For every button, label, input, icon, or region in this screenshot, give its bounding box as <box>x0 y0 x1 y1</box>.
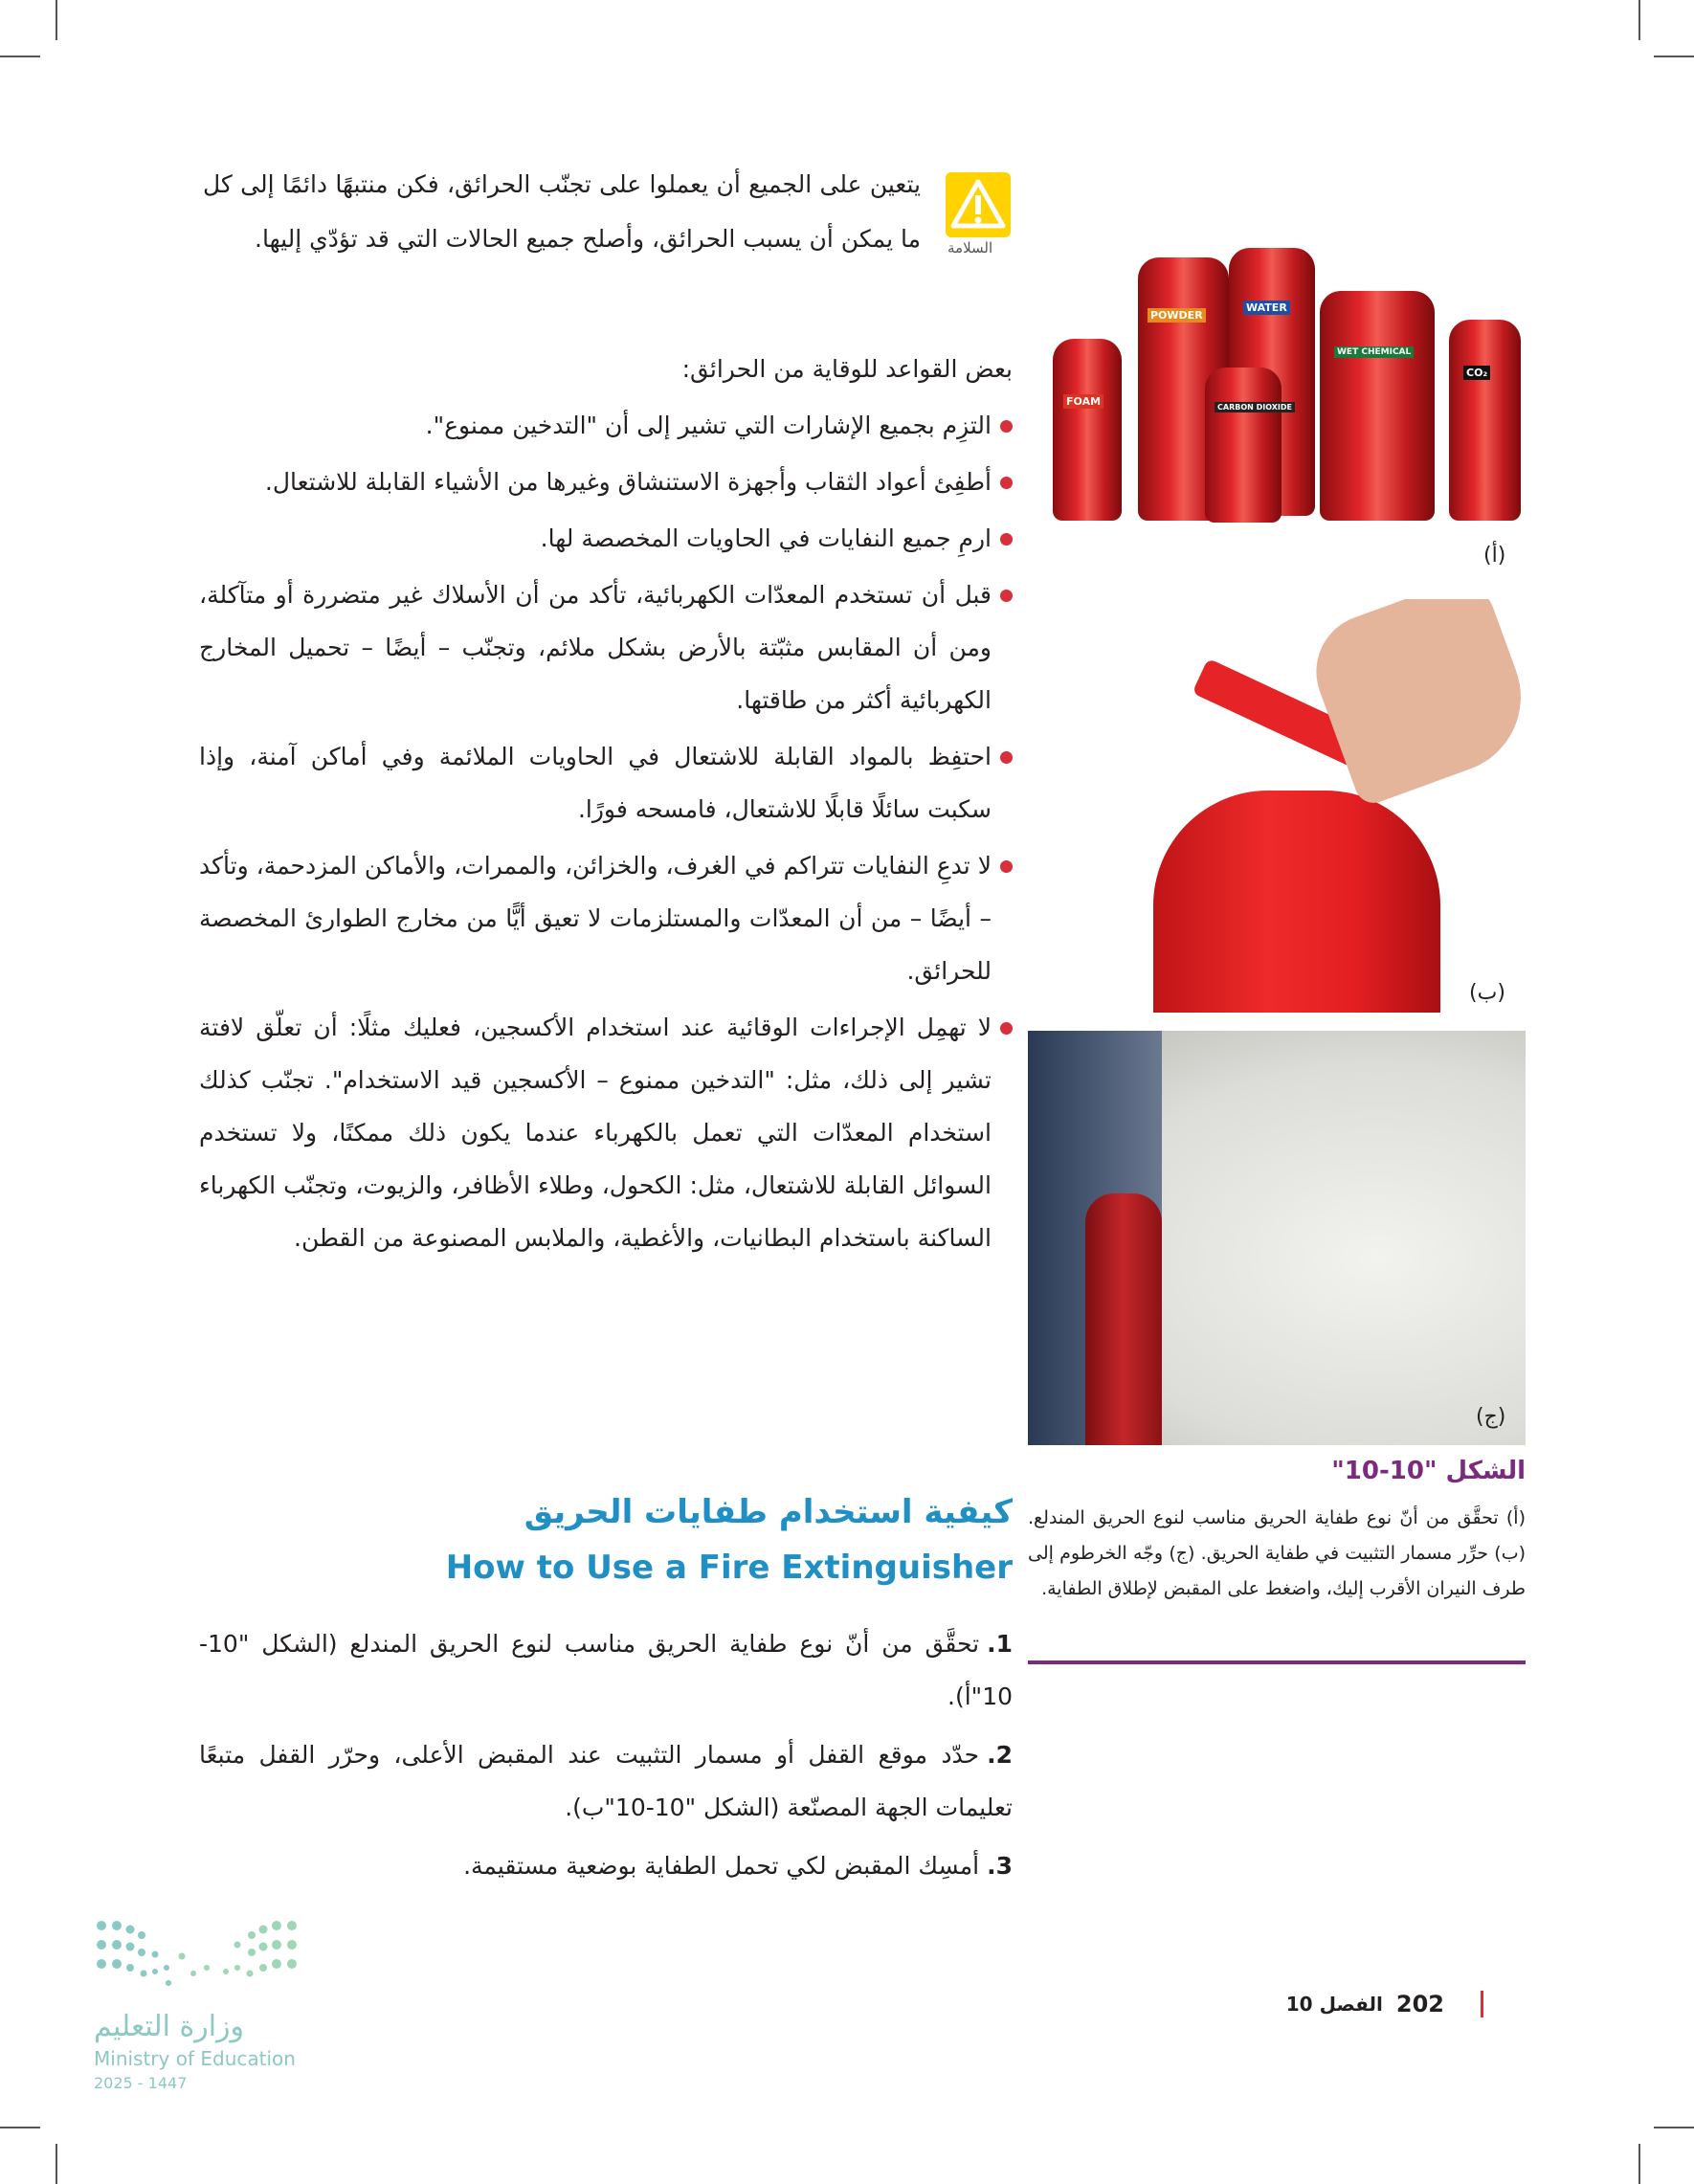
crop-mark <box>1654 56 1694 57</box>
step-number: 3. <box>987 1852 1013 1880</box>
academic-year: 2025 - 1447 <box>94 2074 188 2092</box>
rule-item <box>199 399 1013 452</box>
crop-mark <box>1654 2127 1694 2128</box>
figure-label-a: (أ) <box>1483 544 1506 568</box>
ministry-name-en: Ministry of Education <box>94 2047 296 2070</box>
page-number: 202 <box>1395 1991 1444 2017</box>
step-text: حدّد موقع القفل أو مسمار التثبيت عند المقبض الأعلى، وحرّر القفل متبعًا تعليمات الجهة المصنّعة (الشكل "10-10"ب). <box>199 1741 1013 1821</box>
step-item <box>199 1839 1013 1892</box>
bullet-icon <box>1000 860 1013 873</box>
bullet-icon <box>1000 420 1013 433</box>
rules-section <box>199 343 1013 1268</box>
photo-extinguishers <box>1052 195 1526 523</box>
rule-item <box>199 568 1013 726</box>
crop-mark <box>0 56 40 57</box>
photo-discharging <box>1028 1031 1526 1445</box>
extinguisher-label: CO₂ <box>1463 366 1490 380</box>
bullet-icon <box>1000 477 1013 489</box>
ministry-logo-icon <box>94 1918 300 1995</box>
section-title-ar: كيفية استخدام طفايات الحريق <box>524 1493 1013 1531</box>
rule-item <box>199 1001 1013 1264</box>
step-number: 2. <box>987 1741 1013 1769</box>
rule-item <box>199 456 1013 508</box>
safety-label: السلامة <box>947 239 993 256</box>
rules-intro: بعض القواعد للوقاية من الحرائق: <box>681 355 1013 383</box>
ministry-name-ar: وزارة التعليم <box>94 2010 245 2043</box>
bullet-icon <box>1000 1022 1013 1035</box>
rule-item <box>199 839 1013 997</box>
footer-divider <box>1481 1991 1483 2017</box>
extinguisher-label: WATER <box>1243 301 1290 315</box>
rule-text: ارمِ جميع النفايات في الحاويات المخصصة لها. <box>540 524 992 552</box>
rule-item <box>199 730 1013 836</box>
crop-mark <box>56 2144 57 2184</box>
rule-text: لا تهمِل الإجراءات الوقائية عند استخدام الأكسجين، فعليك مثلًا: أن تعلّق لافتة تشير إلى ذلك، مثل: "التدخين ممنوع – الأكسجين قيد الاستخدام". تجنّب كذلك استخدام المعدّات التي تعمل بالكهرباء عندما يكون ذلك ممكنًا، ولا تستخدم السوائل القابلة للاشتعال، مثل: الكحول، وطلاء الأظافر، والزيوت، وتجنّب الكهرباء الساكنة باستخدام البطانيات، والأغطية، والملابس المصنوعة من القطن. <box>199 1014 992 1252</box>
rule-text: قبل أن تستخدم المعدّات الكهربائية، تأكد من أن الأسلاك غير متضررة أو متآكلة، ومن أن المقابس مثبّتة بالأرض بشكل ملائم، وتجنّب – أيضًا – تحميل المخارج الكهربائية أكثر من طاقتها. <box>199 581 992 714</box>
rule-text: احتفِظ بالمواد القابلة للاشتعال في الحاويات الملائمة وفي أماكن آمنة، وإذا سكبت سائلًا قابلًا للاشتعال، فامسحه فورًا. <box>199 743 992 823</box>
step-text: أمسِك المقبض لكي تحمل الطفاية بوضعية مستقيمة. <box>463 1852 980 1880</box>
step-number: 1. <box>987 1630 1013 1658</box>
caption-divider <box>1028 1660 1526 1664</box>
figure-caption: (أ) تحقَّق من أنّ نوع طفاية الحريق مناسب لنوع الحريق المندلع. (ب) حرِّر مسمار التثبيت في طفاية الحريق. (ج) وجّه الخرطوم إلى طرف النيران الأقرب إليك، واضغط على المقبض لإطلاق الطفاية. <box>1028 1507 1526 1599</box>
rule-item <box>199 512 1013 565</box>
step-item <box>199 1728 1013 1834</box>
step-item <box>199 1617 1013 1723</box>
section-title-en: How to Use a Fire Extinguisher <box>445 1549 1013 1587</box>
bullet-icon <box>1000 533 1013 546</box>
figure-caption-title: الشكل "10-10" <box>1331 1457 1526 1485</box>
crop-mark <box>1638 0 1640 40</box>
extinguisher-label: WET CHEMICAL <box>1334 346 1414 358</box>
safety-text: يتعين على الجميع أن يعملوا على تجنّب الحرائق، فكن منتبهًا دائمًا إلى كل ما يمكن أن يسبب الحرائق، وأصلح جميع الحالات التي قد تؤدّي إليها. <box>203 170 921 253</box>
extinguisher-label: CARBON DIOXIDE <box>1215 402 1295 412</box>
chapter-label: الفصل 10 <box>1285 1993 1383 2016</box>
extinguisher-label: FOAM <box>1063 394 1103 409</box>
bullet-icon <box>1000 590 1013 602</box>
rule-text: التزِم بجميع الإشارات التي تشير إلى أن "التدخين ممنوع". <box>425 412 992 439</box>
extinguisher-label: POWDER <box>1148 308 1206 323</box>
step-text: تحقَّق من أنّ نوع طفاية الحريق مناسب لنوع الحريق المندلع (الشكل "10-10"أ). <box>199 1630 1013 1710</box>
bullet-icon <box>1000 751 1013 764</box>
crop-mark <box>1638 2144 1640 2184</box>
crop-mark <box>56 0 57 40</box>
steps-list <box>199 1617 1013 1892</box>
rule-text: أطفِئ أعواد الثقاب وأجهزة الاستنشاق وغيرها من الأشياء القابلة للاشتعال. <box>264 468 992 496</box>
ministry-logo <box>94 1918 300 2092</box>
rule-text: لا تدعِ النفايات تتراكم في الغرف، والخزائن، والممرات، والأماكن المزدحمة، وتأكد – أيضًا – من أن المعدّات والمستلزمات لا تعيق أيًّا من مخارج الطوارئ المخصصة للحرائق. <box>199 852 992 985</box>
figure-label-c: (ج) <box>1476 1405 1506 1429</box>
crop-mark <box>0 2127 40 2128</box>
figure-label-b: (ب) <box>1469 981 1505 1005</box>
page-footer <box>1286 1991 1483 2017</box>
safety-icon <box>946 172 1011 237</box>
photo-pulling-pin <box>1153 599 1526 1013</box>
